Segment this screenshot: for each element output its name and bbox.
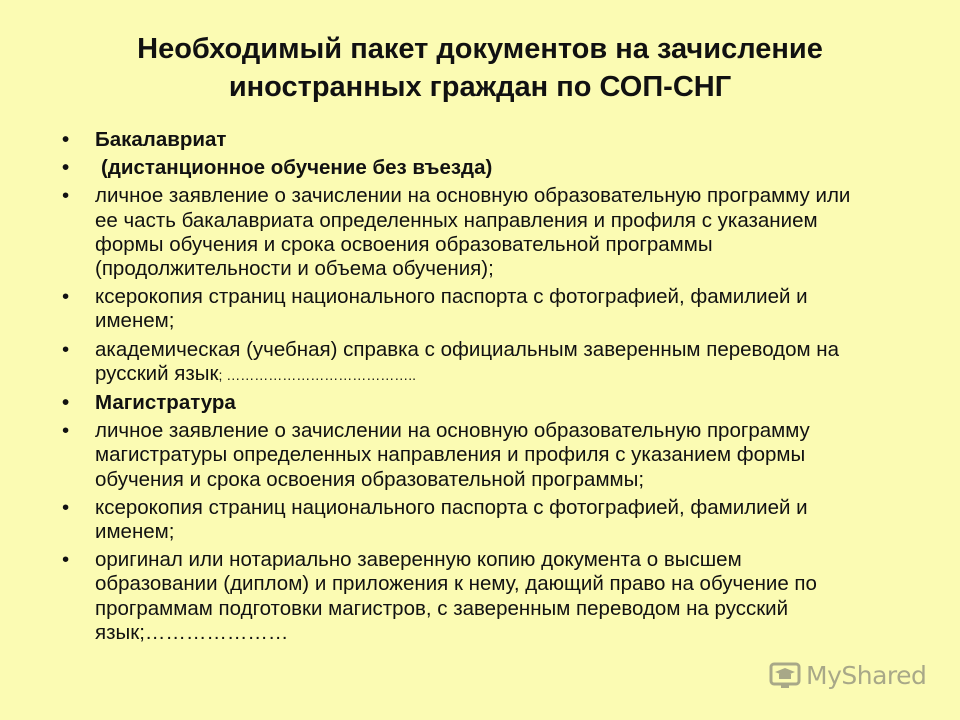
- bullet-text-suffix: ; …………………………………..: [218, 366, 417, 383]
- mortarboard-icon: [768, 660, 802, 690]
- bullet-application-bachelor: [57, 184, 857, 281]
- bullet-bachelor-heading: [57, 128, 857, 152]
- bullet-text: личное заявление о зачислении на основную образовательную программу магистратуры определенных направления и профиля с указанием формы обучения и срока освоения образовательной программы;: [95, 419, 810, 491]
- bullet-text: личное заявление о зачислении на основную образовательную программу или ее часть бакалавриата определенных направления и профиля с указанием формы обучения и срока освоения образовательной программы (продолжительности и объема обучения);: [95, 184, 851, 281]
- bullet-text: оригинал или нотариально заверенную копию документа о высшем образовании (диплом) и приложения к нему, дающий право на обучение по программам подготовки магистров, с заверенным переводом на русский язык;…………………: [95, 548, 817, 644]
- slide-title-line-1: Необходимый пакет документов на зачисление: [137, 33, 823, 65]
- bullet-text: академическая (учебная) справка с официальным заверенным переводом на русский язык: [95, 337, 840, 385]
- bullet-text: Магистратура: [95, 391, 236, 415]
- bullet-text: ксерокопия страниц национального паспорта с фотографией, фамилией и именем;: [95, 495, 808, 544]
- bullet-distance-learning: [57, 156, 857, 180]
- slide-title: [60, 30, 900, 106]
- watermark-text: MyShared: [806, 660, 927, 690]
- bullet-diploma-copy: [57, 548, 857, 645]
- watermark: [768, 658, 926, 692]
- bullet-passport-copy-master: [57, 496, 857, 544]
- bullet-passport-copy-bachelor: [57, 285, 857, 333]
- bullet-application-master: [57, 419, 857, 492]
- bullet-list: [57, 128, 857, 649]
- bullet-academic-certificate: [57, 338, 857, 387]
- bullet-text: (дистанционное обучение без въезда): [101, 156, 493, 180]
- bullet-master-heading: [57, 391, 857, 415]
- bullet-text: ксерокопия страниц национального паспорта с фотографией, фамилией и именем;: [95, 285, 808, 333]
- slide-title-line-2: иностранных граждан по СОП-СНГ: [228, 71, 732, 103]
- bullet-text: Бакалавриат: [95, 128, 227, 151]
